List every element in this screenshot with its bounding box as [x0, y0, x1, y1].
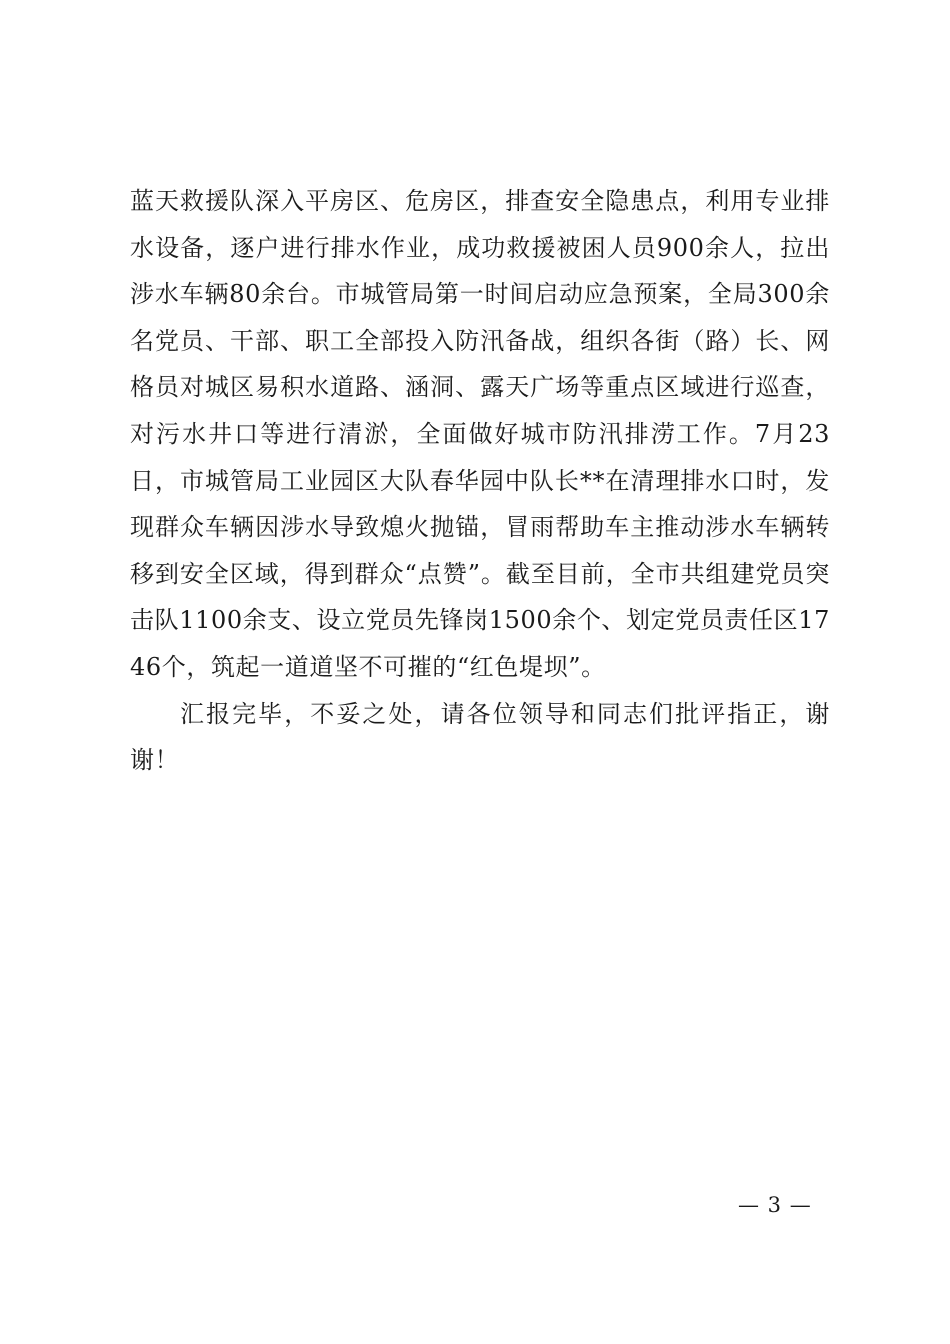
- page-number: — 3 —: [738, 1193, 812, 1217]
- paragraph-flood-rescue: 蓝天救援队深入平房区、危房区，排查安全隐患点，利用专业排水设备，逐户进行排水作业，成功救援被困人员900余人，拉出涉水车辆80余台。市城管局第一时间启动应急预案，全局300余名党员、干部、职工全部投入防汛备战，组织各街（路）长、网格员对城区易积水道路、涵洞、露天广场等重点区域进行巡查，对污水井口等进行清淤，全面做好城市防汛排涝工作。7月23日，市城管局工业园区大队春华园中队长**在清理排水口时，发现群众车辆因涉水导致熄火抛锚，冒雨帮助车主推动涉水车辆转移到安全区域，得到群众“点赞”。截至目前，全市共组建党员突击队1100余支、设立党员先锋岗1500余个、划定党员责任区1746个，筑起一道道坚不可摧的“红色堤坝”。: [130, 187, 830, 681]
- paragraph-closing-remarks: 汇报完毕，不妥之处，请各位领导和同志们批评指正，谢谢！: [130, 699, 830, 775]
- document-body: [130, 178, 830, 784]
